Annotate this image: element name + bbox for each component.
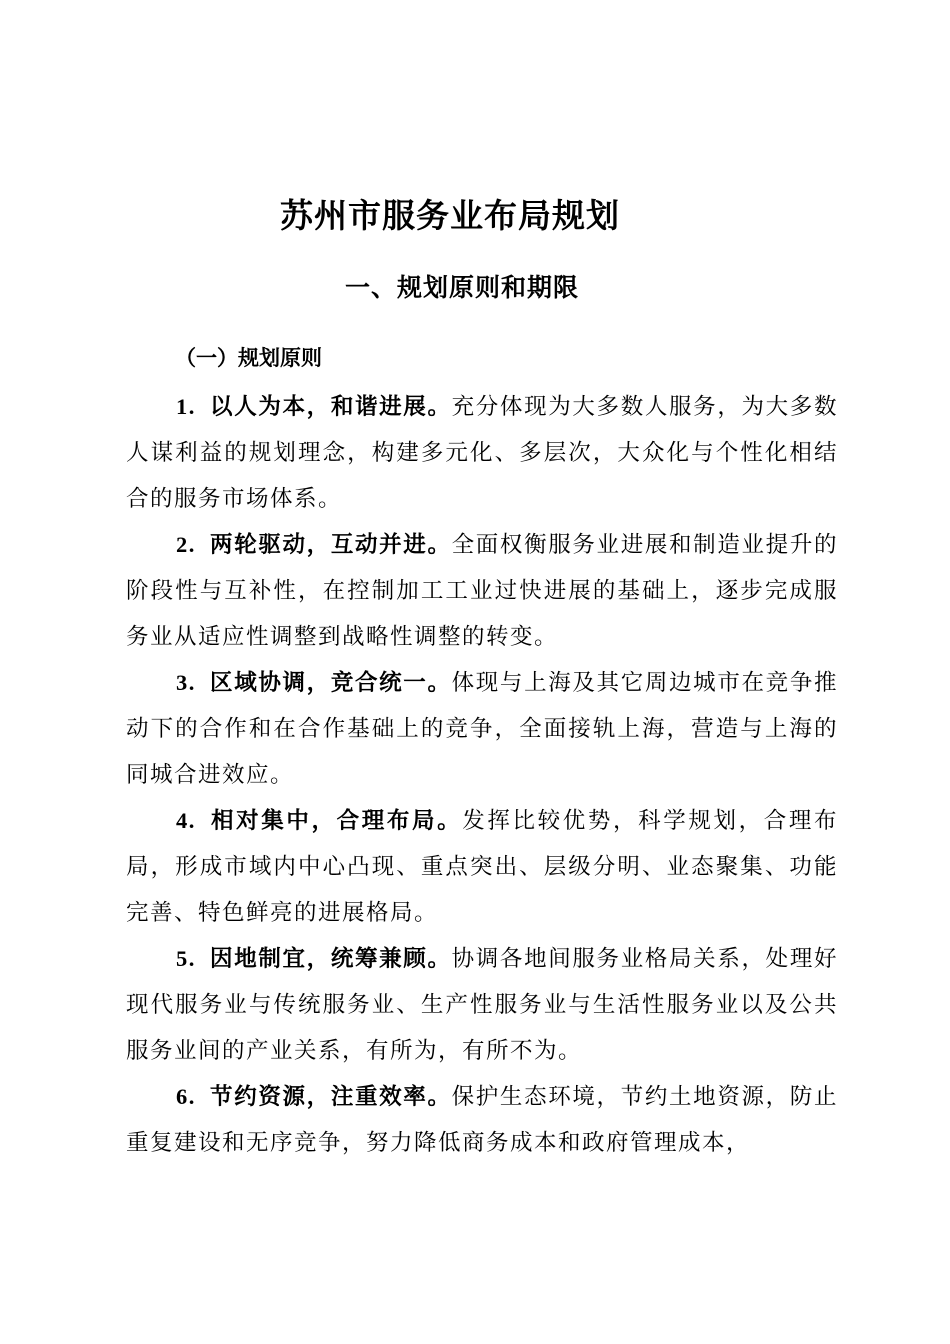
- document-body: [126, 384, 838, 1166]
- principle-paragraph-5: [126, 936, 838, 1074]
- paragraph-text: 发挥比较优势，科学规划，合理布局，形成市域内中心凸现、重点突出、层级分明、业态聚集、功能完善、特色鲜亮的进展格局。: [126, 808, 838, 926]
- paragraph-number: 1.: [176, 394, 196, 419]
- paragraph-text: 保护生态环境，节约土地资源，防止重复建设和无序竞争，努力降低商务成本和政府管理成本，: [126, 1084, 838, 1156]
- paragraph-text: 体现与上海及其它周边城市在竞争推动下的合作和在合作基础上的竞争，全面接轨上海，营造与上海的同城合进效应。: [126, 670, 838, 788]
- paragraph-number: 3.: [176, 670, 196, 695]
- paragraph-text: 协调各地间服务业格局关系，处理好现代服务业与传统服务业、生产性服务业与生活性服务业以及公共服务业间的产业关系，有所为，有所不为。: [126, 946, 838, 1064]
- section-heading: 一、规划原则和期限: [345, 273, 580, 302]
- paragraph-lead: 相对集中，合理布局。: [209, 808, 463, 834]
- paragraph-text: 全面权衡服务业进展和制造业提升的阶段性与互补性，在控制加工工业过快进展的基础上，逐步完成服务业从适应性调整到战略性调整的转变。: [126, 532, 838, 650]
- paragraph-number: 2.: [176, 532, 196, 557]
- paragraph-number: 6.: [176, 1084, 196, 1109]
- paragraph-lead: 以人为本，和谐进展。: [209, 394, 452, 420]
- paragraph-lead: 区域协调，竞合统一。: [209, 670, 452, 696]
- principle-paragraph-6: [126, 1074, 838, 1166]
- principle-paragraph-2: [126, 522, 838, 660]
- paragraph-lead: 因地制宜，统筹兼顾。: [209, 946, 452, 972]
- principle-paragraph-4: [126, 798, 838, 936]
- paragraph-number: 4.: [176, 808, 196, 833]
- document-title: 苏州市服务业布局规划: [280, 196, 620, 235]
- paragraph-number: 5.: [176, 946, 196, 971]
- subsection-heading: （一）规划原则: [175, 346, 322, 370]
- paragraph-lead: 节约资源，注重效率。: [209, 1084, 452, 1110]
- principle-paragraph-3: [126, 660, 838, 798]
- paragraph-lead: 两轮驱动，互动并进。: [209, 532, 452, 558]
- paragraph-text: 充分体现为大多数人服务，为大多数人谋利益的规划理念，构建多元化、多层次，大众化与个性化相结合的服务市场体系。: [126, 394, 838, 512]
- principle-paragraph-1: [126, 384, 838, 522]
